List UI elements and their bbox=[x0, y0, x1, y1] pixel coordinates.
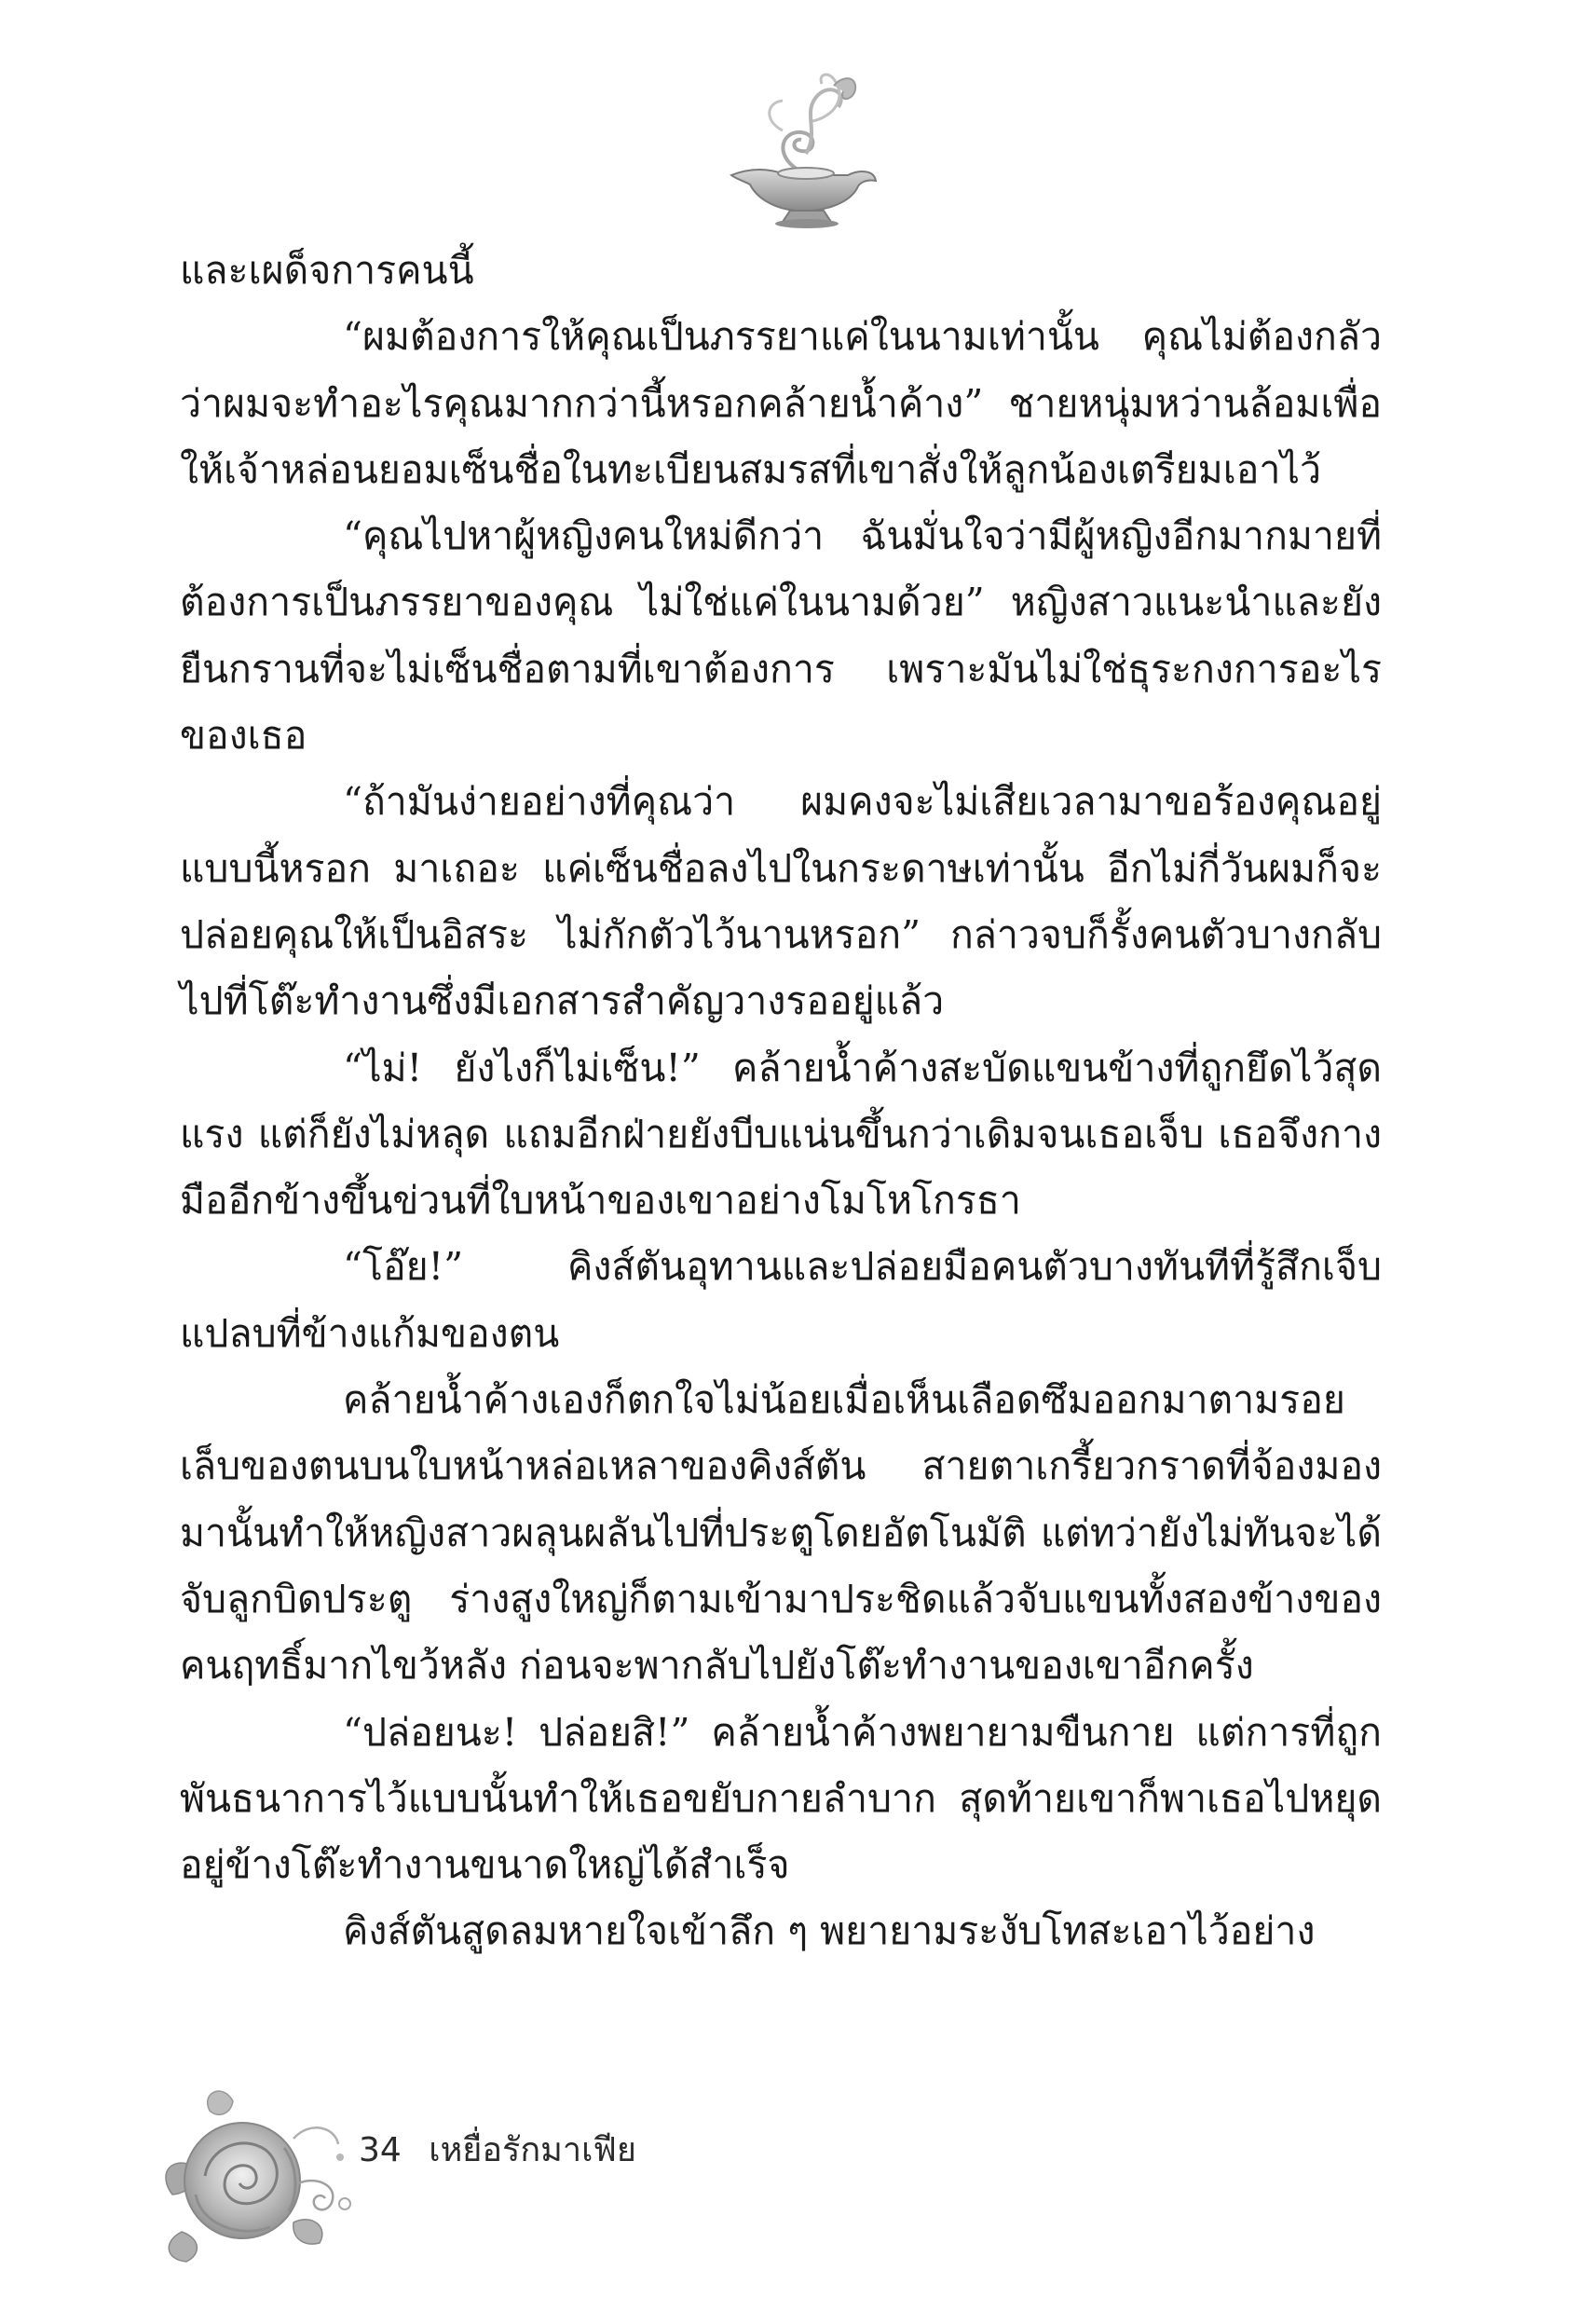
paragraph: คล้ายน้ำค้างเองก็ตกใจไม่น้อยเมื่อเห็นเลือดซึมออกมาตามรอยเล็บของตนบนใบหน้าหล่อเหลาของคิงส์ตัน สายตาเกรี้ยวกราดที่จ้องมองมานั้นทำให้หญิงสาวผลุนผลันไปที่ประตูโดยอัตโนมัติ แต่ทว่ายังไม่ทันจะได้จับลูกบิดประตู ร่างสูงใหญ่ก็ตามเข้ามาประชิดแล้วจับแขนทั้งสองข้างของคนฤทธิ์มากไขว้หลัง ก่อนจะพากลับไปยังโต๊ะทำงานของเขาอีกครั้ง bbox=[180, 1377, 1382, 1689]
paragraph: “โอ๊ย!” คิงส์ตันอุทานและปล่อยมือคนตัวบางทันทีที่รู้สึกเจ็บแปลบที่ข้างแก้มของตน bbox=[180, 1244, 1382, 1356]
page-footer bbox=[359, 2123, 636, 2176]
paragraph: และเผด็จการคนนี้ bbox=[180, 248, 474, 293]
paragraph: “ผมต้องการให้คุณเป็นภรรยาแค่ในนามเท่านั้น คุณไม่ต้องกลัวว่าผมจะทำอะไรคุณมากกว่านี้หรอกคล้ายน้ำค้าง” ชายหนุ่มหว่านล้อมเพื่อให้เจ้าหล่อนยอมเซ็นชื่อในทะเบียนสมรสที่เขาสั่งให้ลูกน้องเตรียมเอาไว้ bbox=[180, 314, 1382, 492]
book-title: เหยื่อรักมาเฟีย bbox=[429, 2131, 636, 2169]
paragraph: “ถ้ามันง่ายอย่างที่คุณว่า ผมคงจะไม่เสียเวลามาขอร้องคุณอยู่แบบนี้หรอก มาเถอะ แค่เซ็นชื่อลงไปในกระดาษเท่านั้น อีกไม่กี่วันผมก็จะปล่อยคุณให้เป็นอิสระ ไม่กักตัวไว้นานหรอก” กล่าวจบก็รั้งคนตัวบางกลับไปที่โต๊ะทำงานซึ่งมีเอกสารสำคัญวางรออยู่แล้ว bbox=[180, 779, 1382, 1024]
body-text bbox=[180, 238, 1382, 1965]
page-number: 34 bbox=[359, 2131, 402, 2169]
paragraph: “ไม่! ยังไงก็ไม่เซ็น!” คล้ายน้ำค้างสะบัดแขนข้างที่ถูกยึดไว้สุดแรง แต่ก็ยังไม่หลุด แถมอีกฝ่ายยังบีบแน่นขึ้นกว่าเดิมจนเธอเจ็บ เธอจึงกางมืออีกข้างขึ้นข่วนที่ใบหน้าของเขาอย่างโมโหโกรธา bbox=[180, 1045, 1382, 1224]
rose-flower-icon bbox=[154, 2083, 368, 2269]
paragraph: “คุณไปหาผู้หญิงคนใหม่ดีกว่า ฉันมั่นใจว่ามีผู้หญิงอีกมากมายที่ต้องการเป็นภรรยาของคุณ ไม่ใช่แค่ในนามด้วย” หญิงสาวแนะนำและยังยืนกรานที่จะไม่เซ็นชื่อตามที่เขาต้องการ เพราะมันไม่ใช่ธุระกงการอะไรของเธอ bbox=[180, 513, 1382, 759]
paragraph: คิงส์ตันสูดลมหายใจเข้าลึก ๆ พยายามระงับโทสะเอาไว้อย่าง bbox=[343, 1908, 1316, 1954]
genie-lamp-icon bbox=[708, 65, 885, 233]
paragraph: “ปล่อยนะ! ปล่อยสิ!” คล้ายน้ำค้างพยายามขืนกาย แต่การที่ถูกพันธนาการไว้แบบนั้นทำให้เธอขยับกายลำบาก สุดท้ายเขาก็พาเธอไปหยุดอยู่ข้างโต๊ะทำงานขนาดใหญ่ได้สำเร็จ bbox=[180, 1709, 1382, 1888]
